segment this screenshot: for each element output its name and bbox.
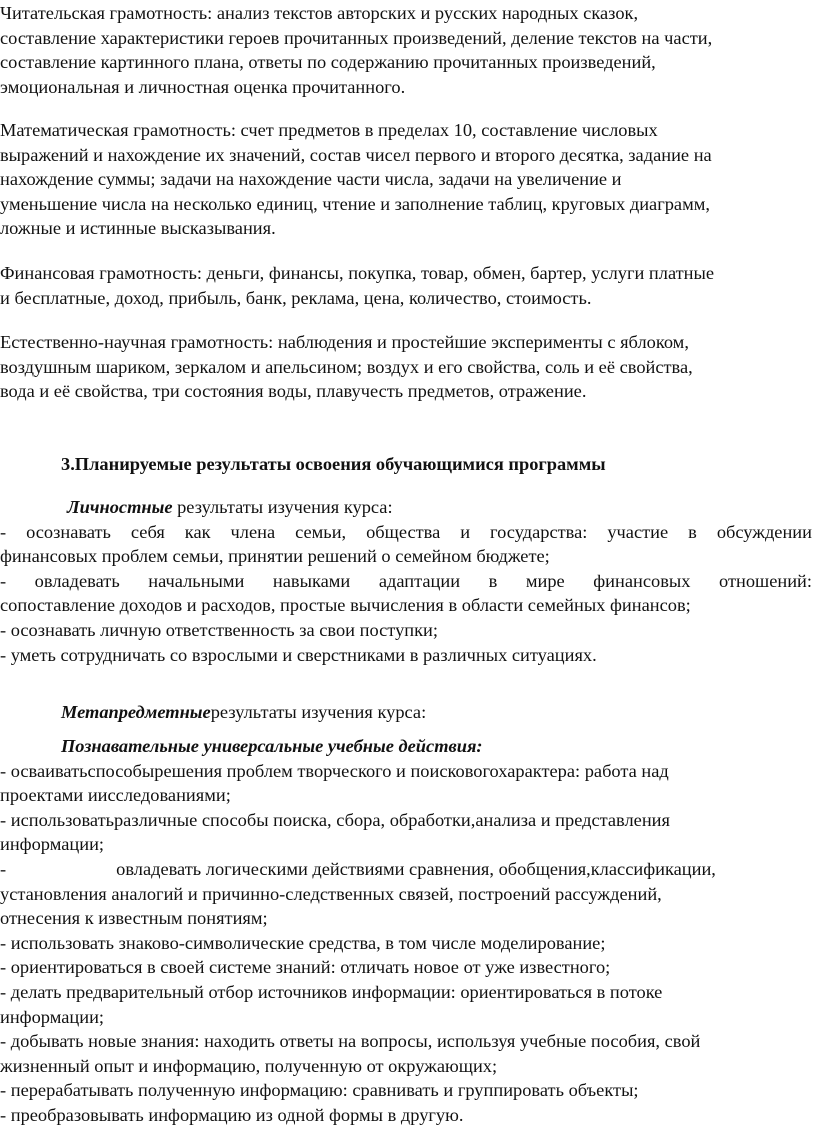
personal-results-block	[0, 495, 812, 667]
text-line: эмоциональная и личностная оценка прочитанного.	[0, 76, 406, 97]
text-line: - осознавать себя как члена семьи, общества и государства: участие в обсуждении	[0, 521, 812, 542]
text-line: - использовать знаково-символические средства, в том числе моделирование;	[0, 932, 606, 953]
text-line: Читательская грамотность: анализ текстов авторских и русских народных сказок,	[0, 3, 639, 23]
text-line: Финансовая грамотность: деньги, финансы, покупка, товар, обмен, бартер, услуги платные	[0, 263, 715, 283]
text-line: - использоватьразличные способы поиска, сбора, обработки,анализа и представления	[0, 809, 670, 830]
meta-results-block	[0, 700, 812, 725]
text-line: - осваиватьспособырешения проблем творческого и поисковогохарактера: работа над	[0, 760, 669, 781]
text-line: проектами иисследованиями;	[0, 785, 231, 806]
meta-rest: результаты изучения курса:	[210, 702, 427, 722]
personal-label: Личностные	[67, 497, 173, 517]
text-line: - перерабатывать полученную информацию: сравнивать и группировать объекты;	[0, 1080, 639, 1101]
text-line	[0, 857, 812, 882]
text-line: - овладевать начальными навыками адаптации в мире финансовых отношений:	[0, 570, 812, 591]
text-line-rest: овладевать логическими действиями сравнения, обобщения,классификации,	[116, 858, 716, 879]
finance-literacy-paragraph	[0, 261, 812, 310]
text-line: Естественно-научная грамотность: наблюдения и простейшие эксперименты с яблоком,	[0, 332, 689, 352]
section-heading: 3.Планируемые результаты освоения обучающимися программы	[61, 454, 606, 474]
text-line: составление характеристики героев прочитанных произведений, деление текстов на части,	[0, 27, 713, 48]
personal-rest: результаты изучения курса:	[172, 497, 393, 517]
text-line: уменьшение числа на несколько единиц, чтение и заполнение таблиц, круговых диаграмм,	[0, 193, 710, 214]
meta-label: Метапредметные	[61, 702, 211, 722]
text-line: сопоставление доходов и расходов, простые вычисления в области семейных финансов;	[0, 595, 691, 616]
text-line: - делать предварительный отбор источников информации: ориентироваться в потоке	[0, 981, 663, 1002]
text-line: - осознавать личную ответственность за свои поступки;	[0, 619, 438, 640]
text-line: Математическая грамотность: счет предметов в пределах 10, составление числовых	[0, 120, 658, 140]
text-line: вода и её свойства, три состояния воды, плавучесть предметов, отражение.	[0, 381, 587, 402]
personal-results-heading	[0, 495, 812, 520]
text-line: выражений и нахождение их значений, состав чисел первого и второго десятка, задание на	[0, 144, 712, 165]
text-line: жизненный опыт и информацию, полученную от окружающих;	[0, 1055, 498, 1076]
text-line: установления аналогий и причинно-следственных связей, построений рассуждений,	[0, 883, 662, 904]
cognitive-actions-block	[0, 734, 812, 1128]
text-line: финансовых проблем семьи, принятии решений о семейном бюджете;	[0, 546, 550, 567]
text-line: ложные и истинные высказывания.	[0, 218, 276, 239]
text-line: воздушным шариком, зеркалом и апельсином; воздух и его свойства, соль и её свойства,	[0, 356, 693, 377]
text-line: - ориентироваться в своей системе знаний: отличать новое от уже известного;	[0, 957, 611, 978]
science-literacy-paragraph	[0, 330, 812, 404]
text-line: - преобразовывать информацию из одной формы в другую.	[0, 1104, 464, 1125]
meta-results-heading	[0, 700, 812, 725]
cognitive-heading: Познавательные универсальные учебные действия:	[61, 736, 483, 756]
text-line: информации;	[0, 834, 105, 855]
text-line: нахождение суммы; задачи на нахождение части числа, задачи на увеличение и	[0, 169, 622, 190]
text-line: и бесплатные, доход, прибыль, банк, реклама, цена, количество, стоимость.	[0, 287, 592, 308]
dash: -	[0, 858, 7, 879]
reading-literacy-paragraph	[0, 1, 812, 99]
text-line: - добывать новые знания: находить ответы на вопросы, используя учебные пособия, свой	[0, 1031, 701, 1052]
text-line: - уметь сотрудничать со взрослыми и сверстниками в различных ситуациях.	[0, 644, 597, 665]
math-literacy-paragraph	[0, 118, 812, 241]
text-line: отнесения к известным понятиям;	[0, 908, 268, 929]
text-line: составление картинного плана, ответы по содержанию прочитанных произведений,	[0, 52, 656, 73]
text-line: информации;	[0, 1006, 105, 1027]
